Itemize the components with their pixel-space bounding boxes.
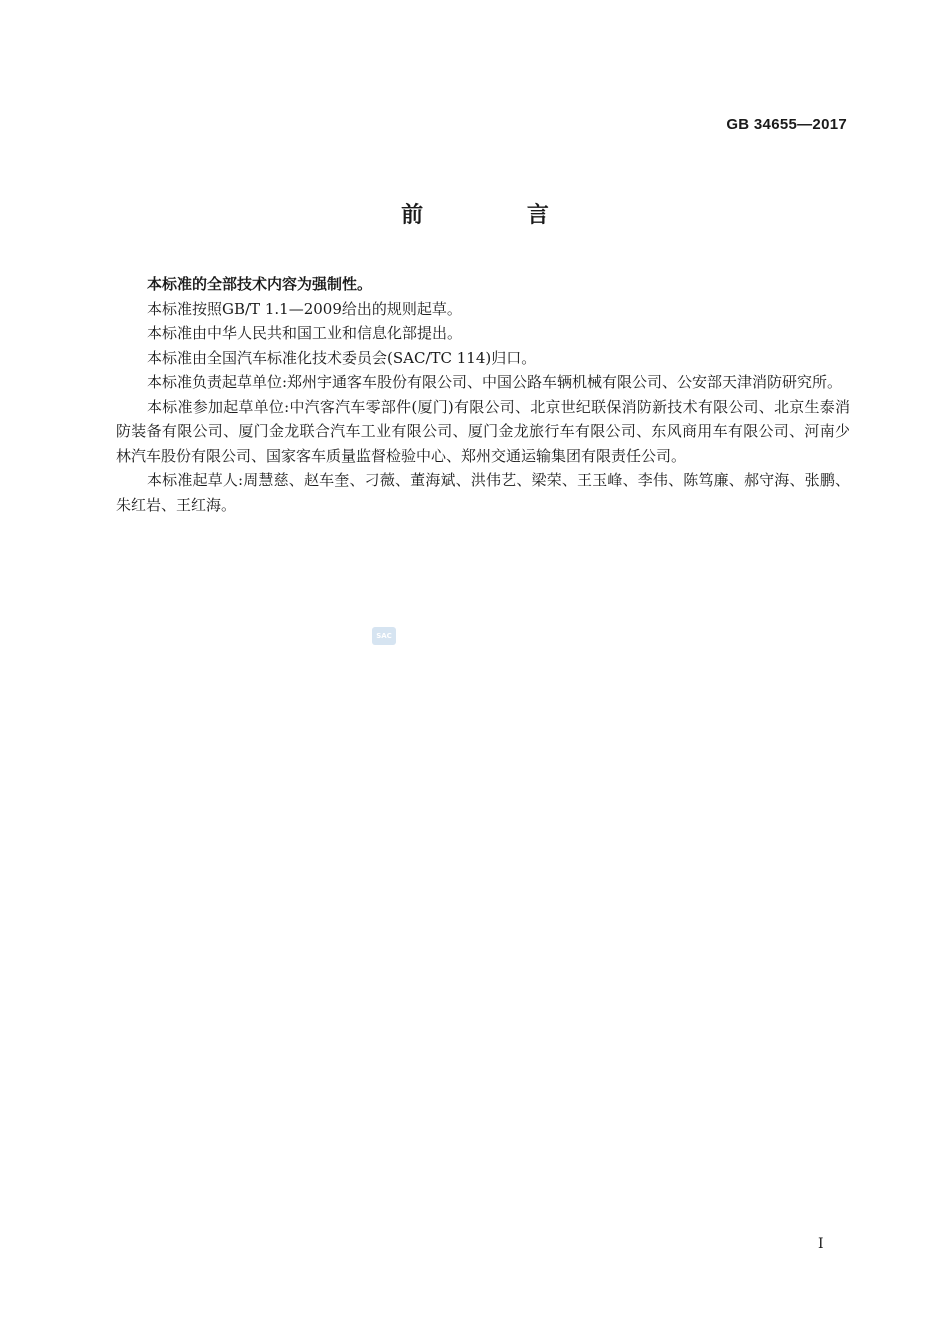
foreword-body	[116, 272, 850, 517]
page-title: 前 言	[401, 203, 597, 228]
paragraph-lead-drafters: 本标准负责起草单位:郑州宇通客车股份有限公司、中国公路车辆机械有限公司、公安部天津消防研究所。	[147, 373, 843, 391]
paragraph-mandatory: 本标准的全部技术内容为强制性。	[147, 275, 373, 293]
paragraph-committee: 本标准由全国汽车标准化技术委员会(SAC/TC 114)归口。	[147, 348, 537, 367]
standard-code: GB 34655—2017	[726, 116, 847, 133]
paragraph-drafters: 本标准起草人:周慧慈、赵车奎、刁薇、董海斌、洪伟艺、梁荣、王玉峰、李伟、陈笃廉、郝守海、张鹏、朱红岩、王红海。	[116, 471, 850, 514]
sac-watermark-logo: SAC	[372, 627, 396, 645]
page-number: I	[818, 1236, 824, 1252]
paragraph-participating-drafters: 本标准参加起草单位:中汽客汽车零部件(厦门)有限公司、北京世纪联保消防新技术有限公司、北京生泰消防装备有限公司、厦门金龙联合汽车工业有限公司、厦门金龙旅行车有限公司、东风商用车有限公司、河南少林汽车股份有限公司、国家客车质量监督检验中心、郑州交通运输集团有限责任公司。	[116, 397, 850, 465]
paragraph-drafting-rules: 本标准按照GB/T 1.1—2009给出的规则起草。	[147, 299, 462, 318]
paragraph-proposer: 本标准由中华人民共和国工业和信息化部提出。	[147, 324, 463, 342]
